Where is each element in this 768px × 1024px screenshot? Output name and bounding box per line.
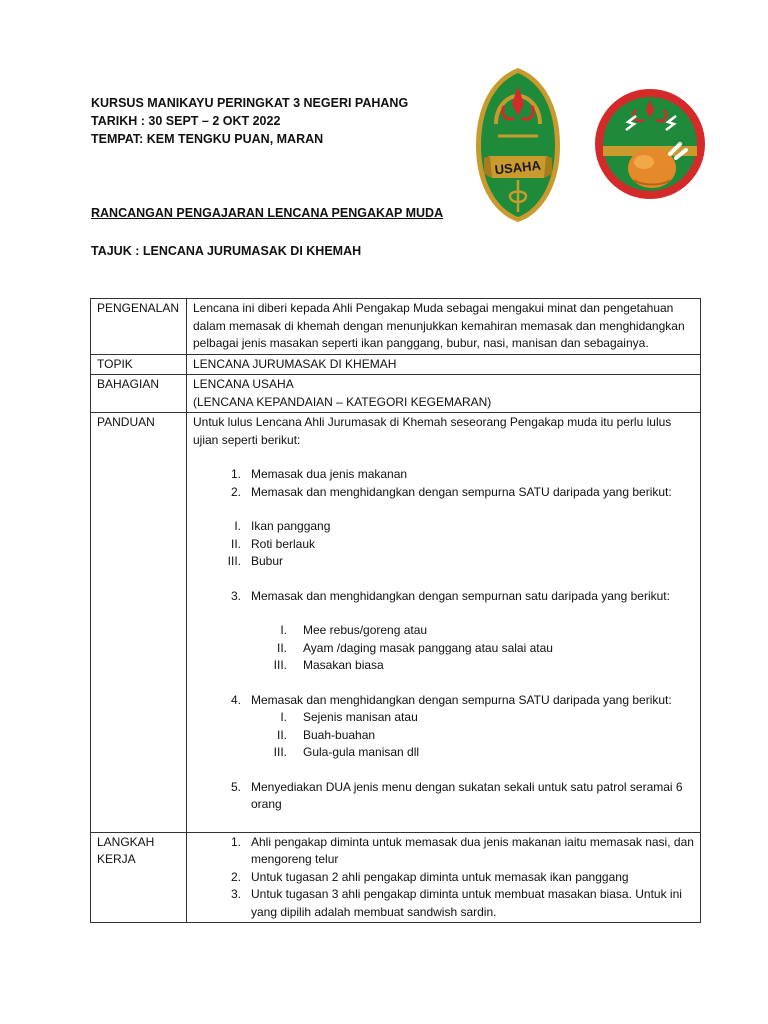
label-pengenalan: PENGENALAN <box>91 299 187 355</box>
label-langkah-kerja: LANGKAH KERJA <box>91 832 187 923</box>
list-item: 4. Memasak dan menghidangkan dengan sempurna SATU daripada yang berikut: <box>230 692 672 707</box>
badge-usaha-text: USAHA <box>493 157 542 178</box>
list-item: 5. Menyediakan DUA jenis menu dengan sukatan sekali untuk satu patrol seramai 6 orang <box>230 779 683 811</box>
value-langkah-kerja <box>187 832 701 923</box>
document-title: RANCANGAN PENGAJARAN LENCANA PENGAKAP MUDA <box>91 206 444 220</box>
document-subtitle: TAJUK : LENCANA JURUMASAK DI KHEMAH <box>91 244 362 258</box>
list-item: I. Sejenis manisan atau <box>280 710 418 724</box>
list-item: II. Roti berlauk <box>230 536 316 551</box>
label-topik: TOPIK <box>91 354 187 375</box>
list-item: 3. Untuk tugasan 3 ahli pengakap diminta untuk membuat masakan biasa. Untuk ini yang dipilih adalah membuat sandwish sardin. <box>230 887 682 919</box>
list-item: 1. Memasak dua jenis makanan <box>230 467 408 481</box>
list-item: II. Ayam /daging masak panggang atau salai atau <box>276 640 553 655</box>
course-title: KURSUS MANIKAYU PERINGKAT 3 NEGERI PAHANG <box>91 96 409 110</box>
list-item: III. Bubur <box>227 554 284 568</box>
value-topik: LENCANA JURUMASAK DI KHEMAH <box>187 354 701 375</box>
bahagian-line-1: LENCANA USAHA <box>193 377 294 391</box>
cooking-badge-icon <box>594 88 706 200</box>
row-panduan <box>91 413 701 833</box>
list-item: I. Ikan panggang <box>234 519 331 533</box>
list-item: I. Mee rebus/goreng atau <box>280 623 428 637</box>
list-item: 3. Memasak dan menghidangkan dengan sempurnan satu daripada yang berikut: <box>230 588 670 603</box>
list-item: 2. Untuk tugasan 2 ahli pengakap diminta untuk memasak ikan panggang <box>230 869 629 884</box>
row-bahagian <box>91 375 701 413</box>
value-pengenalan: Lencana ini diberi kepada Ahli Pengakap Muda sebagai mengakui minat dan pengetahuan dalam memasak di khemah dengan menunjukkan kemahiran memasak dan menghidangkan pelbagai jenis masakan seperti ikan panggang, bubur, nasi, manisan dan sebagainya. <box>187 299 701 355</box>
list-item: II. Buah-buahan <box>276 727 376 742</box>
document-header <box>91 94 408 148</box>
list-item: III. Masakan biasa <box>273 658 384 672</box>
value-bahagian <box>187 375 701 413</box>
list-item: III. Gula-gula manisan dll <box>273 745 420 759</box>
row-pengenalan <box>91 299 701 355</box>
list-item: 1. Ahli pengakap diminta untuk memasak dua jenis makanan iaitu memasak nasi, dan mengoreng telur <box>230 834 694 866</box>
bahagian-line-2: (LENCANA KEPANDAIAN – KATEGORI KEGEMARAN) <box>193 394 492 409</box>
value-panduan <box>187 413 701 833</box>
row-topik <box>91 354 701 375</box>
usaha-shield-badge-icon <box>474 66 562 224</box>
row-langkah-kerja <box>91 832 701 923</box>
label-bahagian: BAHAGIAN <box>91 375 187 413</box>
panduan-intro: Untuk lulus Lencana Ahli Jurumasak di Khemah seseorang Pengakap muda itu perlu lulus ujian seperti berikut: <box>193 415 672 447</box>
label-panduan: PANDUAN <box>91 413 187 833</box>
list-item: 2. Memasak dan menghidangkan dengan sempurna SATU daripada yang berikut: <box>230 484 672 499</box>
course-date: TARIKH : 30 SEPT – 2 OKT 2022 <box>91 114 281 128</box>
lesson-plan-table <box>90 298 701 923</box>
course-venue: TEMPAT: KEM TENGKU PUAN, MARAN <box>91 132 324 146</box>
